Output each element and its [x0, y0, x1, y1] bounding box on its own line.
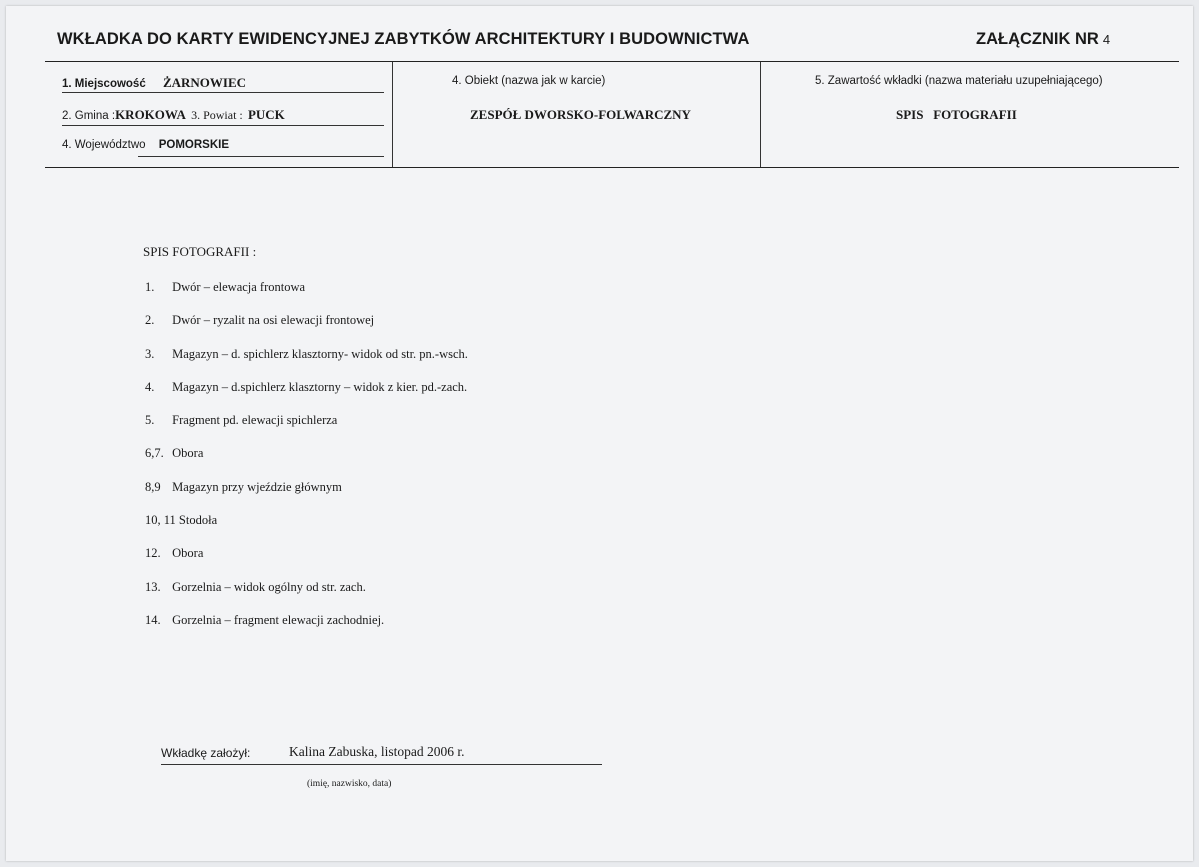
locality-underline: [62, 92, 384, 93]
column-divider-2: [760, 62, 761, 167]
signature-value: Kalina Zabuska, listopad 2006 r.: [289, 744, 465, 759]
photo-list-item-number: 8,9: [145, 479, 161, 494]
voivodeship-label: 4. Województwo: [62, 139, 146, 151]
header-bottom-rule: [45, 167, 1179, 168]
photo-list-item-number: 10, 11: [145, 513, 176, 528]
object-label: 4. Obiekt (nazwa jak w karcie): [452, 75, 606, 87]
photo-list-item-number: 3.: [145, 346, 155, 361]
photo-list-item-text: Gorzelnia – widok ogólny od str. zach.: [172, 579, 366, 594]
voivodeship-field: [62, 139, 229, 151]
district-value: PUCK: [247, 107, 285, 122]
photo-list-item-number: 4.: [145, 379, 155, 394]
photo-list-item-text: Dwór – elewacja frontowa: [172, 280, 306, 294]
photo-list-item-text: Fragment pd. elewacji spichlerza: [172, 413, 338, 428]
commune-underline: [62, 125, 384, 126]
locality-field: [62, 75, 246, 91]
photo-list-item: [145, 280, 468, 313]
photo-list-item: [145, 313, 468, 346]
header-top-rule: [45, 61, 1179, 62]
district-label: 3. Powiat :: [191, 108, 243, 122]
commune-district-field: [62, 107, 285, 123]
photo-list-heading: SPIS FOTOGRAFII :: [143, 244, 257, 259]
voivodeship-underline: [138, 156, 384, 157]
photo-list-item: [145, 347, 468, 380]
photo-list-item-number: 1.: [145, 280, 155, 294]
photo-list-item-text: Gorzelnia – fragment elewacji zachodniej.: [172, 612, 385, 627]
locality-value: ŻARNOWIEC: [162, 75, 247, 90]
content-value: SPIS FOTOGRAFII: [896, 107, 1017, 122]
photo-list-item-text: Obora: [172, 446, 204, 461]
photo-list-item-text: Dwór – ryzalit na osi elewacji frontowej: [172, 313, 375, 328]
photo-list-item-number: 12.: [145, 546, 161, 561]
photo-list-item: [145, 546, 468, 579]
annex-label-text: ZAŁĄCZNIK NR: [976, 30, 1099, 48]
photo-list-item: [145, 380, 468, 413]
locality-label: 1. Miejscowość: [62, 78, 146, 90]
commune-label: 2. Gmina :: [62, 110, 116, 122]
photo-list-item-number: 6,7.: [145, 446, 164, 461]
annex-label: [976, 30, 1110, 49]
photo-list: [145, 280, 468, 646]
content-label: 5. Zawartość wkładki (nazwa materiału uzupełniającego): [815, 75, 1103, 87]
photo-list-item-text: Magazyn – d.spichlerz klasztorny – widok z kier. pd.-zach.: [172, 379, 468, 394]
signature-underline: [161, 764, 602, 765]
signature-label: Wkładkę założył:: [161, 746, 251, 760]
photo-list-item: [145, 580, 468, 613]
voivodeship-value: POMORSKIE: [158, 139, 230, 151]
photo-list-item-text: Magazyn – d. spichlerz klasztorny- widok od str. pn.-wsch.: [172, 346, 468, 361]
photo-list-item: [145, 613, 468, 646]
photo-list-item-number: 14.: [145, 612, 161, 627]
photo-list-item: [145, 480, 468, 513]
object-value: ZESPÓŁ DWORSKO-FOLWARCZNY: [470, 107, 691, 122]
photo-list-item-text: Magazyn przy wjeździe głównym: [172, 479, 342, 494]
photo-list-item-text: Stodoła: [178, 513, 218, 528]
photo-list-item: [145, 513, 468, 546]
signature-hint: (imię, nazwisko, data): [307, 779, 392, 789]
photo-list-item-text: Obora: [172, 546, 204, 561]
photo-list-item: [145, 413, 468, 446]
photo-list-item: [145, 446, 468, 479]
form-title: WKŁADKA DO KARTY EWIDENCYJNEJ ZABYTKÓW ARCHITEKTURY I BUDOWNICTWA: [57, 30, 750, 48]
photo-list-item-number: 13.: [145, 579, 161, 594]
annex-number: 4: [1102, 32, 1111, 47]
column-divider-1: [392, 62, 393, 167]
photo-list-item-number: 5.: [145, 413, 155, 428]
photo-list-item-number: 2.: [145, 313, 155, 328]
commune-value: KROKOWA: [115, 107, 186, 122]
